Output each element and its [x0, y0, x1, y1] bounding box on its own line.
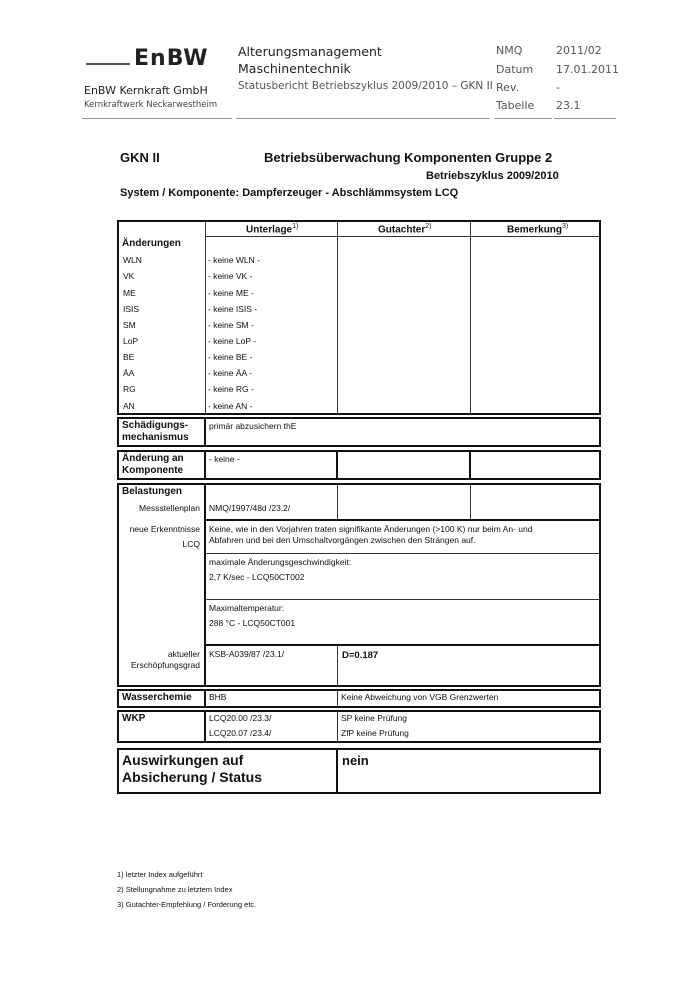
report-title-line1: Alterungsmanagement	[238, 44, 382, 59]
change-value: - keine ÄA -	[208, 368, 252, 378]
col-header-bemerkung: Bemerkung$^{3)}$	[507, 223, 569, 236]
wkp-label: WKP	[122, 713, 146, 724]
meta-label-nmq: NMQ	[496, 44, 523, 57]
change-value: - keine ME -	[208, 288, 254, 298]
meta-value-rev: -	[556, 81, 560, 94]
meta-label-tabelle: Tabelle	[496, 99, 535, 112]
change-value: - keine SM -	[208, 320, 254, 330]
change-code: AN	[123, 401, 135, 411]
change-value: - keine RG -	[208, 384, 254, 394]
aenderungsgeschwindigkeit-label: maximale Änderungsgeschwindigkeit:	[209, 557, 352, 567]
schaedigung-label: Schädigungs- mechanismus	[122, 420, 189, 443]
form-heading: Betriebsüberwachung Komponenten Gruppe 2	[264, 150, 553, 165]
maximaltemperatur-label: Maximaltemperatur:	[209, 603, 285, 613]
system-component-label: System / Komponente: Dampferzeuger - Abschlämmsystem LCQ	[120, 187, 459, 199]
header-divider	[205, 236, 600, 237]
column-divider	[204, 451, 206, 479]
wasserchemie-note: Keine Abweichung von VGB Grenzwerten	[341, 692, 499, 702]
row-divider	[204, 644, 600, 646]
cycle-label: Betriebszyklus 2009/2010	[426, 170, 559, 182]
footnote: 2) Stellungnahme zu letztem Index	[117, 885, 233, 894]
change-code: SM	[123, 320, 136, 330]
change-value: - keine WLN -	[208, 255, 260, 265]
footnote: 1) letzter Index aufgeführt	[117, 870, 203, 879]
header-rule	[494, 118, 552, 119]
erschoepfungsgrad-ref: KSB-A039/87 /23.1/	[209, 649, 285, 659]
company-name: EnBW Kernkraft GmbH	[84, 84, 208, 97]
change-value: - keine AN -	[208, 401, 253, 411]
column-divider	[337, 221, 338, 414]
meta-label-datum: Datum	[496, 63, 534, 76]
column-divider	[337, 711, 338, 742]
change-code: ISIS	[123, 304, 140, 314]
col-header-gutachter: Gutachter$^{2)}$	[378, 223, 432, 236]
belastungen-title: Belastungen	[122, 486, 183, 497]
wkp-ref: LCQ20.00 /23.3/	[209, 713, 272, 723]
column-divider	[204, 711, 206, 742]
change-code: BE	[123, 352, 135, 362]
column-divider	[204, 484, 206, 686]
col-header-unterlage: Unterlage$^{1)}$	[246, 223, 299, 236]
messstellenplan-label: Messstellenplan	[139, 503, 200, 513]
change-value: - keine LoP -	[208, 336, 257, 346]
header-rule	[236, 118, 490, 119]
change-value: - keine VK -	[208, 271, 253, 281]
wkp-ref: LCQ20.07 /23.4/	[209, 728, 272, 738]
neue-erkenntnisse-label: neue Erkenntnisse LCQ	[129, 524, 200, 549]
erschoepfungsgrad-value: D=0.187	[342, 650, 379, 661]
enbw-logo: EnBW	[134, 46, 209, 71]
aenderungen-table	[117, 220, 601, 415]
auswirkungen-label: Auswirkungen auf Absicherung / Status	[122, 752, 263, 785]
column-divider	[337, 690, 338, 707]
messstellenplan-value: NMQ/1997/48d /23.2/	[209, 503, 291, 513]
schaedigung-value: primär abzusichern thE	[209, 421, 297, 431]
unit-label: GKN II	[120, 150, 160, 165]
row-divider	[205, 599, 600, 600]
column-divider	[469, 451, 471, 479]
column-divider	[336, 451, 338, 479]
meta-value-datum: 17.01.2011	[556, 63, 619, 76]
wkp-note: SP keine Prüfung	[341, 713, 407, 723]
schaedigung-box	[117, 417, 601, 447]
change-code: VK	[123, 271, 135, 281]
column-divider	[336, 749, 338, 793]
maximaltemperatur-value: 288 °C - LCQ50CT001	[209, 618, 296, 628]
report-title-line2: Maschinentechnik	[238, 61, 351, 76]
erschoepfungsgrad-label: aktueller Erschöpfungsgrad	[131, 649, 200, 670]
column-divider	[470, 221, 471, 414]
change-value: - keine ISIS -	[208, 304, 258, 314]
wkp-note: ZfP keine Prüfung	[341, 728, 409, 738]
row-divider	[205, 553, 600, 554]
wasserchemie-value: BHB	[209, 692, 227, 702]
plant-name: Kernkraftwerk Neckarwestheim	[84, 100, 218, 110]
row-divider	[204, 519, 600, 521]
auswirkungen-value: nein	[342, 753, 369, 768]
header-rule	[82, 118, 232, 119]
change-code: ME	[123, 288, 136, 298]
aenderungsgeschwindigkeit-value: 2,7 K/sec - LCQ50CT002	[209, 572, 305, 582]
aenderung-komponente-label: Änderung an Komponente	[122, 453, 184, 476]
change-code: WLN	[123, 255, 142, 265]
wasserchemie-label: Wasserchemie	[122, 692, 192, 703]
meta-value-tabelle: 23.1	[556, 99, 581, 112]
footnote: 3) Gutachter-Empfehlung / Forderung etc.	[117, 900, 257, 909]
column-divider	[337, 645, 338, 686]
meta-label-rev: Rev.	[496, 81, 520, 94]
neue-erkenntnisse-value: Keine, wie in den Vorjahren traten signifikante Änderungen (>100 K) nur beim An- und Abfahren und bei den Umschaltvorgängen zwischen den Strängen auf.	[209, 524, 533, 545]
column-divider	[204, 418, 206, 446]
change-value: - keine BE -	[208, 352, 253, 362]
meta-value-nmq: 2011/02	[556, 44, 602, 57]
column-divider	[205, 221, 206, 414]
logo-line	[86, 63, 130, 65]
header-rule	[554, 118, 616, 119]
aenderung-komponente-value: - keine -	[209, 454, 240, 464]
column-divider	[337, 484, 338, 520]
change-code: LoP	[123, 336, 139, 346]
change-code: ÄA	[123, 368, 135, 378]
aenderungen-title: Änderungen	[122, 238, 181, 249]
report-subtitle: Statusbericht Betriebszyklus 2009/2010 – GKN II	[238, 80, 493, 92]
column-divider	[204, 690, 206, 707]
aenderung-komponente-box	[117, 450, 601, 480]
column-divider	[470, 484, 471, 520]
change-code: RG	[123, 384, 136, 394]
